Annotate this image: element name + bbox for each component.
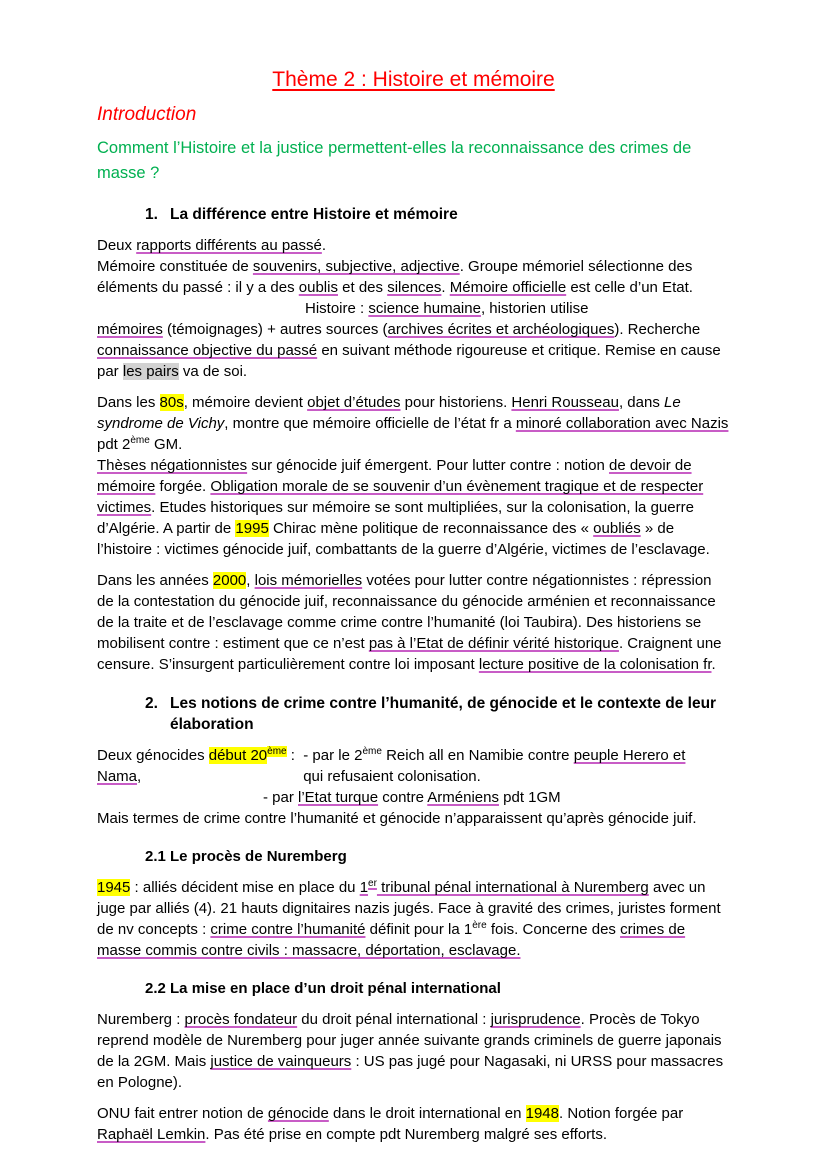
underlined-text: objet d’études — [307, 394, 401, 411]
paragraph-11 — [97, 1103, 730, 1145]
text-run: : - par le 2 — [286, 747, 363, 764]
heading-number: 1. — [145, 206, 158, 223]
underlined-text: souvenirs, subjective, adjective — [252, 258, 460, 275]
paragraph-10 — [97, 1009, 730, 1093]
text-run: . Notion forgée par — [558, 1105, 684, 1122]
underlined-text: tribunal pénal international à Nuremberg — [376, 879, 649, 896]
heading-number: 2. — [145, 695, 158, 712]
heading-text: Les notions de crime contre l’humanité, de génocide et le contexte de leur élaboration — [170, 695, 717, 733]
text-run: ère — [472, 920, 487, 931]
highlighted-text: 1945 — [97, 879, 131, 896]
highlighted-text: 80s — [159, 394, 184, 411]
text-run: en suivant méthode rigoureuse et critique. Remise en cause par — [97, 342, 721, 380]
text-run: . Craignent une censure. S’insurgent particulièrement contre loi imposant — [97, 635, 722, 673]
text-run: , mémoire devient — [183, 394, 308, 411]
underlined-text: Thèses négationnistes — [97, 457, 248, 474]
underlined-text: oublis — [298, 279, 338, 296]
text-run: » de l’histoire : victimes génocide juif, combattants de la guerre d’Algérie, victimes de l’esclavage. — [97, 520, 710, 558]
underlined-text: connaissance objective du passé — [97, 342, 318, 359]
text-run: contre — [378, 789, 428, 806]
underlined-text: de devoir de mémoire — [97, 457, 692, 495]
text-run: , historien utilise — [480, 300, 589, 317]
underlined-text: archives écrites et archéologiques — [387, 321, 615, 338]
text-run: Mais termes de crime contre l’humanité et génocide n’apparaissent qu’après génocide juif. — [97, 810, 697, 827]
underlined-text: Nama — [97, 768, 138, 785]
subheading-7: 2.1 Le procès de Nuremberg — [145, 848, 347, 865]
paragraph-3 — [97, 392, 730, 560]
highlighted-text: début 20 — [208, 747, 268, 764]
underlined-text: Obligation morale de se souvenir d’un évènement tragique et de respecter victimes — [97, 478, 704, 516]
underlined-text: Mémoire officielle — [449, 279, 567, 296]
text-run: : alliés décident mise en place du — [130, 879, 360, 896]
underlined-text: er — [368, 878, 377, 889]
underlined-text: Raphaël Lemkin — [97, 1126, 206, 1143]
underlined-text: lois mémorielles — [254, 572, 363, 589]
heading-1 — [97, 204, 730, 225]
highlighted-text: 2000 — [212, 572, 247, 589]
text-run: Reich all en Namibie contre — [381, 747, 574, 764]
text-run: fois. Concerne des — [486, 921, 621, 938]
text-run: , dans — [618, 394, 664, 411]
underlined-text: minoré collaboration avec Nazis — [515, 415, 729, 432]
document-body — [97, 204, 730, 1145]
underlined-text: peuple Herero et — [573, 747, 686, 764]
text-run: Deux — [97, 237, 137, 254]
underlined-text: pas à l’Etat de définir vérité historique — [368, 635, 619, 652]
text-run: Le syndrome de Vichy — [97, 394, 681, 432]
text-run: , montre que mémoire officielle de l’état fr a — [224, 415, 516, 432]
text-run: avec un juge par alliés (4). 21 hauts dignitaires nazis jugés. Face à gravité des crimes, juristes forment de nv concepts : — [97, 879, 721, 938]
underlined-text: justice de vainqueurs — [210, 1053, 352, 1070]
underlined-text: génocide — [267, 1105, 329, 1122]
tab-spacer — [97, 801, 263, 802]
underlined-text: silences — [387, 279, 442, 296]
underlined-text: 1 — [359, 879, 369, 896]
text-run: . Pas été prise en compte pdt Nuremberg malgré ses efforts. — [205, 1126, 607, 1143]
text-run: Mémoire constituée de — [97, 258, 253, 275]
text-run: pdt 2 — [97, 436, 131, 453]
subheading-9: 2.2 La mise en place d’un droit pénal international — [145, 980, 501, 997]
intro-heading: Introduction — [97, 104, 197, 125]
highlighted-text: 1995 — [235, 520, 269, 537]
text-run: . — [321, 237, 327, 254]
text-run: . Groupe mémoriel sélectionne des éléments du passé : il y a des — [97, 258, 693, 296]
text-run: . — [711, 656, 716, 673]
text-run: va de soi. — [178, 363, 248, 380]
underlined-text: jurisprudence — [490, 1011, 581, 1028]
underlined-text: rapports différents au passé — [136, 237, 322, 254]
text-run: est celle d’un Etat. — [566, 279, 693, 296]
underlined-text: procès fondateur — [184, 1011, 298, 1028]
tab-spacer — [141, 780, 303, 781]
paragraph-2 — [97, 235, 730, 382]
highlighted-text: 1948 — [525, 1105, 559, 1122]
text-run: Dans les — [97, 394, 160, 411]
highlighted-text: ème — [267, 746, 287, 757]
underlined-text: lecture positive de la colonisation fr — [478, 656, 712, 673]
text-run: ème — [362, 746, 382, 757]
text-run: sur génocide juif émergent. Pour lutter contre : notion — [247, 457, 609, 474]
text-run: - par — [263, 789, 299, 806]
paragraph-4 — [97, 570, 730, 675]
underlined-text: science humaine — [368, 300, 481, 317]
text-run: Chirac mène politique de reconnaissance des « — [268, 520, 594, 537]
underlined-text: oubliés — [593, 520, 641, 537]
highlighted-text: les pairs — [122, 363, 179, 380]
text-run: Deux génocides — [97, 747, 209, 764]
text-run: . Etudes historiques sur mémoire se sont multipliées, sur la colonisation, la guerre d’Algérie. A partir de — [97, 499, 694, 537]
tab-spacer — [97, 312, 305, 313]
text-run: ). Recherche — [614, 321, 701, 338]
text-run: . Procès de Tokyo reprend modèle de Nuremberg pour juger année suivante grands criminels de guerre japonais de la 2GM. Mais — [97, 1011, 722, 1070]
text-run: du droit pénal international : — [297, 1011, 491, 1028]
heading-text: La différence entre Histoire et mémoire — [170, 206, 458, 223]
underlined-text: mémoires — [97, 321, 163, 338]
text-run: pour historiens. — [400, 394, 512, 411]
text-run: qui refusaient colonisation. — [303, 768, 481, 785]
text-run: : US pas jugé pour Nagasaki, ni URSS pour massacres en Pologne). — [97, 1053, 724, 1091]
text-run: dans le droit international en — [328, 1105, 526, 1122]
text-run: , — [137, 768, 142, 785]
paragraph-6 — [97, 745, 730, 829]
text-run: . — [441, 279, 450, 296]
text-run: Histoire : — [305, 300, 369, 317]
text-run: , — [246, 572, 255, 589]
text-run: ONU fait entrer notion de — [97, 1105, 268, 1122]
text-run: et des — [337, 279, 388, 296]
text-run: GM. — [149, 436, 183, 453]
underlined-text: l’Etat turque — [298, 789, 379, 806]
text-run: votées pour lutter contre négationnistes : répression de la contestation du génocide juif, reconnaissance du génocide arménien et reconnaissance de la traite et de l’esclavage comme crime contre l’humanité (loi Taubira). Des historiens se mobilisent contre : estiment que ce n’est — [97, 572, 716, 652]
text-run: ème — [130, 435, 150, 446]
underlined-text: crimes de masse commis contre civils : massacre, déportation, esclavage. — [97, 921, 686, 959]
text-run: pdt 1GM — [498, 789, 561, 806]
underlined-text: crime contre l’humanité — [210, 921, 366, 938]
guiding-question: Comment l’Histoire et la justice permettent-elles la reconnaissance des crimes de masse ? — [97, 139, 692, 182]
document-title: Thème 2 : Histoire et mémoire — [272, 68, 555, 91]
text-run: (témoignages) + autres sources ( — [162, 321, 388, 338]
underlined-text: Arméniens — [427, 789, 499, 806]
text-run: Nuremberg : — [97, 1011, 185, 1028]
heading-5 — [97, 693, 730, 735]
text-run: Dans les années — [97, 572, 213, 589]
paragraph-8 — [97, 877, 730, 961]
text-run: forgée. — [155, 478, 211, 495]
text-run: définit pour la 1 — [365, 921, 473, 938]
underlined-text: Henri Rousseau — [511, 394, 619, 411]
